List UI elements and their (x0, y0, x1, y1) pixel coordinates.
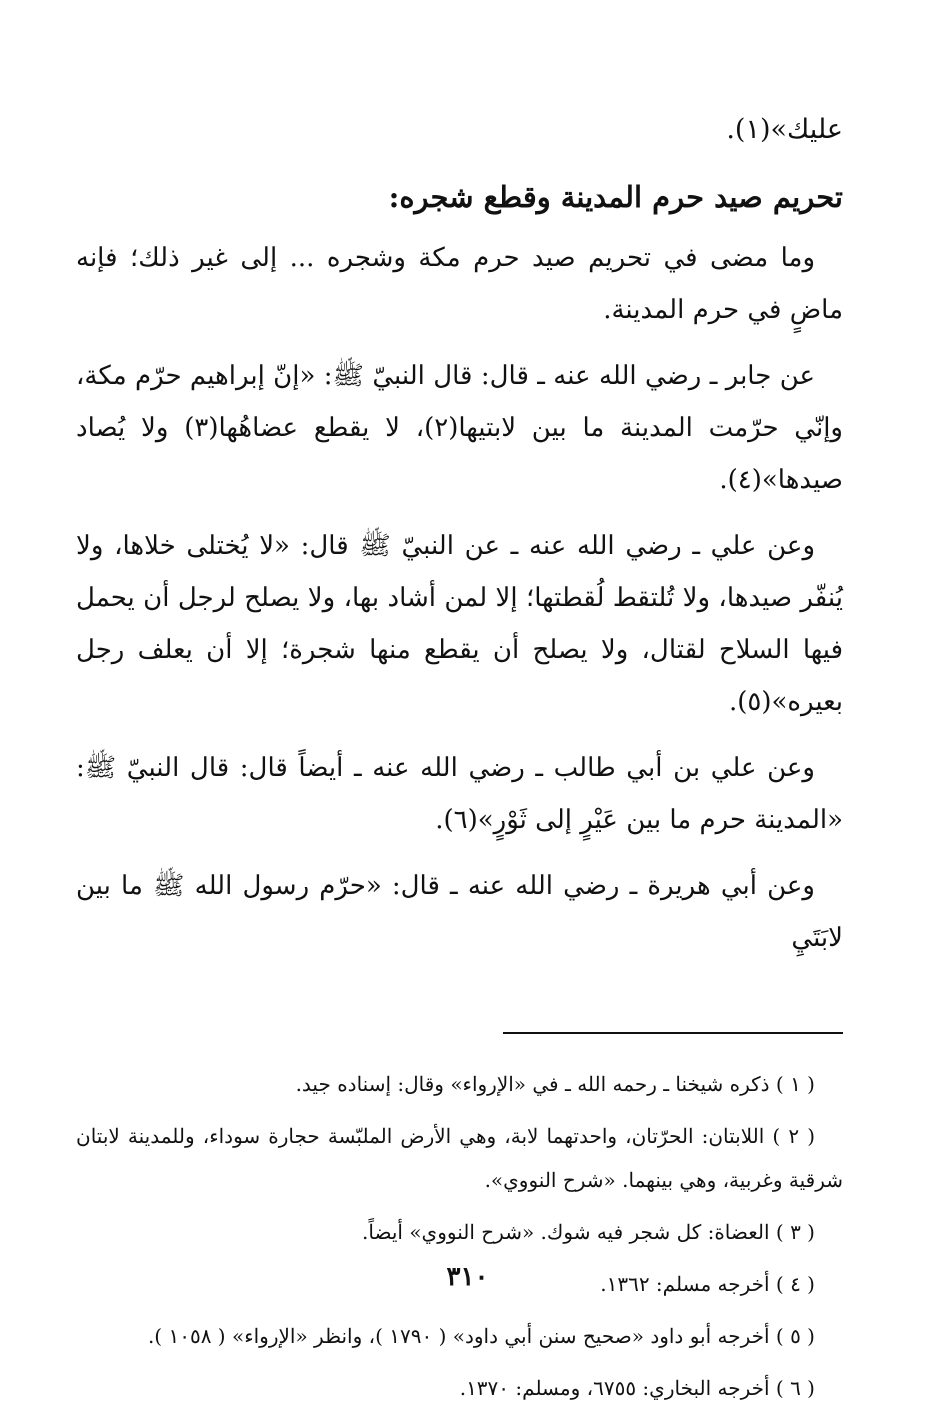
page-number: ٣١٠ (446, 1262, 489, 1292)
paragraph-jabir-hadith: عن جابر ـ رضي الله عنه ـ قال: قال النبيّ ﷺ: «إنّ إبراهيم حرّم مكة، وإنّي حرّمت المدينة ما بين لابتيها(٢)، لا يقطع عضاهُها(٣) ولا يُصاد صيدها»(٤). (76, 361, 843, 495)
footnote-5: ( ٥ ) أخرجه أبو داود «صحيح سنن أبي داود» ( ١٧٩٠ )، وانظر «الإرواء» ( ١٠٥٨ ). (147, 1324, 815, 1348)
footnote-4: ( ٤ ) أخرجه مسلم: ١٣٦٢. (600, 1272, 815, 1296)
footnote-3: ( ٣ ) العضاة: كل شجر فيه شوك. «شرح النووي» أيضاً. (362, 1220, 815, 1244)
footnote-divider (503, 1032, 843, 1034)
footnote-2: ( ٢ ) اللابتان: الحرّتان، واحدتهما لابة، وهي الأرض الملبّسة حجارة سوداء، وللمدينة لابتان شرقية وغربية، وهي بينهما. «شرح النووي». (76, 1124, 843, 1192)
section-heading: تحريم صيد حرم المدينة وقطع شجره: (388, 180, 843, 214)
footnote-1: ( ١ ) ذكره شيخنا ـ رحمه الله ـ في «الإرواء» وقال: إسناده جيد. (295, 1072, 815, 1096)
footnote-6: ( ٦ ) أخرجه البخاري: ٦٧٥٥، ومسلم: ١٣٧٠. (459, 1376, 815, 1400)
paragraph-ali-hadith: وعن علي ـ رضي الله عنه ـ عن النبيّ ﷺ قال: «لا يُختلى خلاها، ولا يُنفّر صيدها، ولا تُلتقط لُقطتها؛ إلا لمن أشاد بها، ولا يصلح لرجل أن يحمل فيها السلاح لقتال، ولا يصلح أن يقطع منها شجرة؛ إلا أن يعلف رجل بعيره»(٥). (76, 531, 843, 717)
paragraph-abu-hurayra-hadith: وعن أبي هريرة ـ رضي الله عنه ـ قال: «حرّم رسول الله ﷺ ما بين لابَتَيِ (76, 871, 843, 953)
paragraph-ali-ibn-abi-talib-hadith: وعن علي بن أبي طالب ـ رضي الله عنه ـ أيضاً قال: قال النبيّ ﷺ: «المدينة حرم ما بين عَيْرٍ إلى ثَوْرٍ»(٦). (76, 753, 843, 835)
paragraph-intro: وما مضى في تحريم صيد حرم مكة وشجره ... إلى غير ذلك؛ فإنه ماضٍ في حرم المدينة. (76, 243, 843, 325)
continuation-text: عليك»(١). (726, 114, 843, 145)
